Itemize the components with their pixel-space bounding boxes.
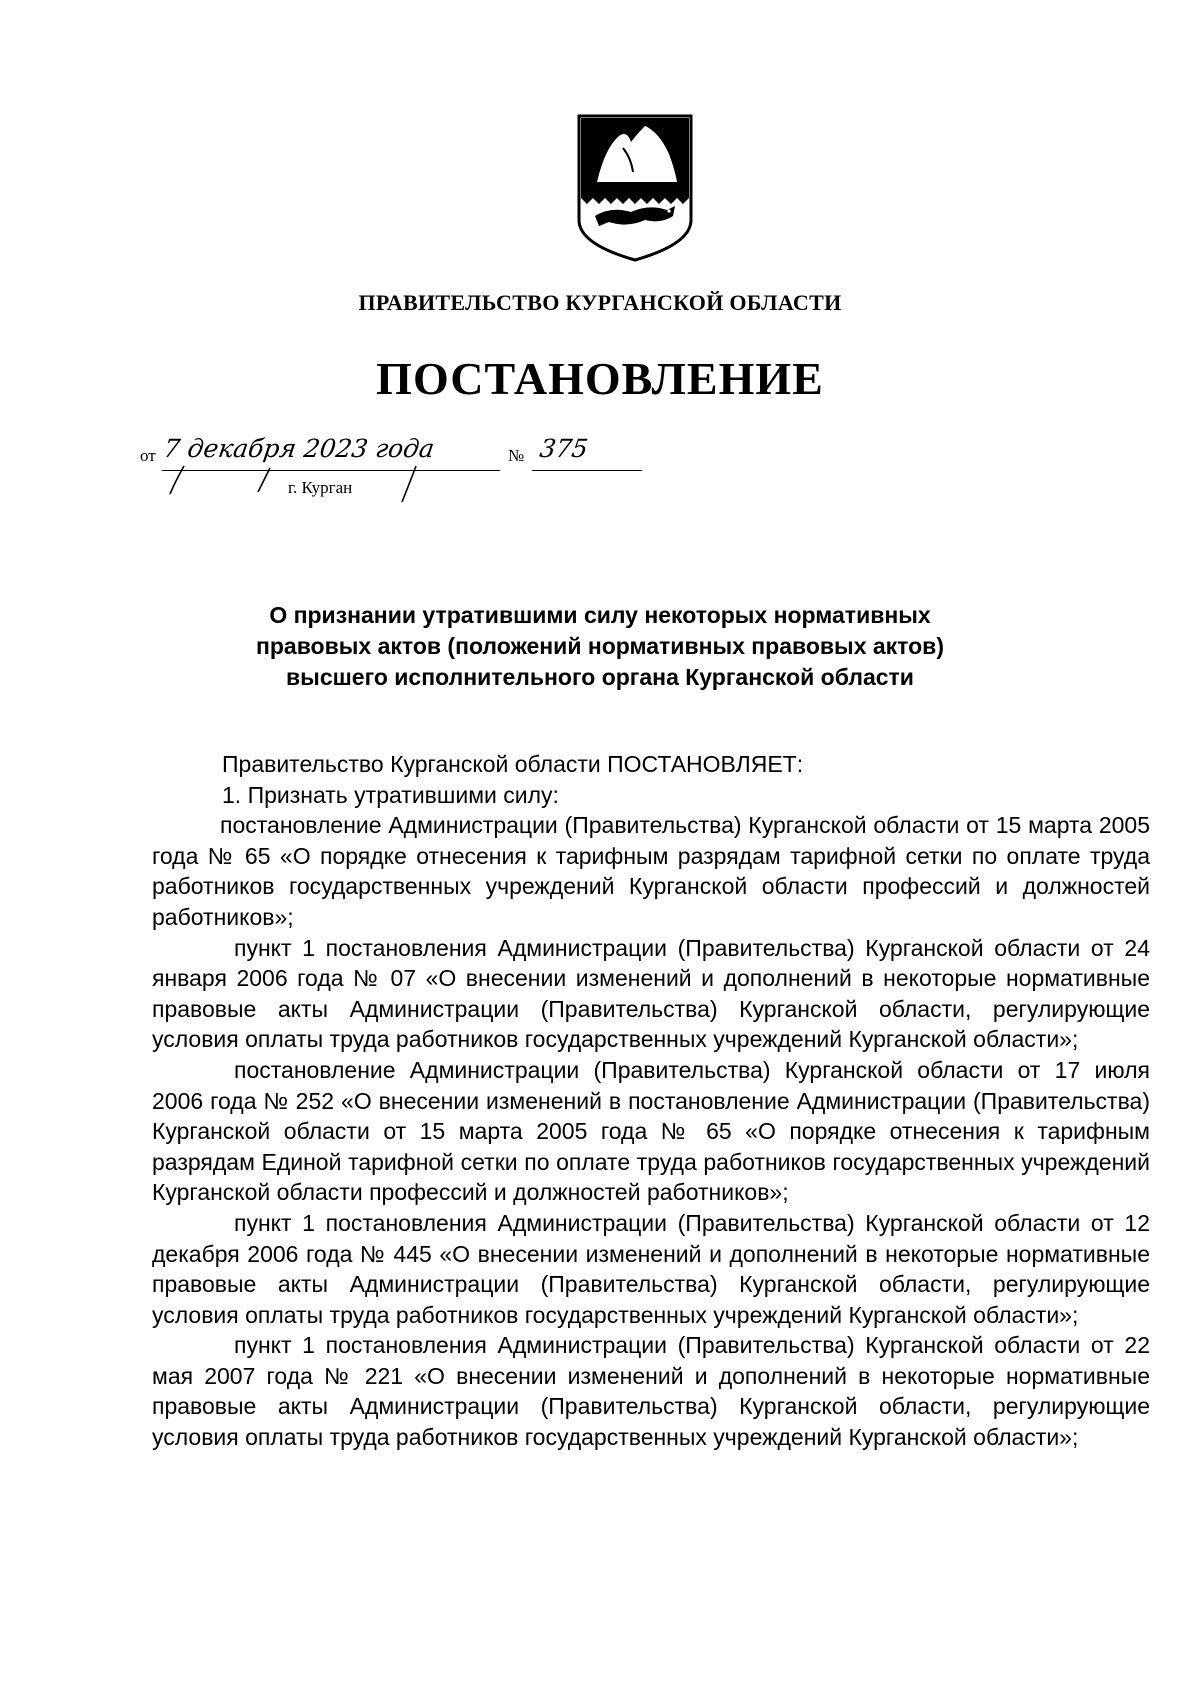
body-paragraph: постановление Администрации (Правительства) Курганской области от 17 июля 2006 года № 252 «О внесении изменений в постановление Администрации (Правительства) Курганской области от 15 марта 2005 года № 65 «О порядке отнесения к тарифным разрядам Единой тарифной сетки по оплате труда работников государственных учреждений Курганской области профессий и должностей работников»; [152,1056,1150,1206]
body-paragraph: пункт 1 постановления Администрации (Правительства) Курганской области от 22 мая 2007 года № 221 «О внесении изменений и дополнений в некоторые нормативные правовые акты Администрации (Правительства) Курганской области, регулирующие условия оплаты труда работников государственных учреждений Курганской области»; [152,1332,1150,1451]
date-number-line [140,434,660,520]
handwritten-date: 7 декабря 2023 года [161,434,437,463]
from-label: от [140,446,156,465]
handwritten-number: 375 [537,434,590,463]
item-1: 1. Признать утратившими силу: [222,781,559,808]
body-paragraph: пункт 1 постановления Администрации (Правительства) Курганской области от 24 января 2006 года № 07 «О внесении изменений и дополнений в некоторые нормативные правовые акты Администрации (Правительства) Курганской области, регулирующие условия оплаты труда работников государственных учреждений Курганской области»; [152,934,1150,1053]
subject-line: правовых актов (положений нормативных правовых актов) [255,633,944,659]
document-type-title: ПОСТАНОВЛЕНИЕ [376,353,824,404]
subject-line: высшего исполнительного органа Курганской области [286,664,914,690]
subject-line: О признании утратившими силу некоторых нормативных [269,602,931,628]
body-paragraph: пункт 1 постановления Администрации (Правительства) Курганской области от 12 декабря 2006 года № 445 «О внесении изменений и дополнений в некоторые нормативные правовые акты Администрации (Правительства) Курганской области, регулирующие условия оплаты труда работников государственных учреждений Курганской области»; [152,1209,1150,1328]
city-label: г. Курган [288,478,353,497]
coat-of-arms-icon [575,112,695,262]
body-paragraph: постановление Администрации (Правительства) Курганской области от 15 марта 2005 года № 65 «О порядке отнесения к тарифным разрядам тарифной сетки по оплате труда работников государственных учреждений Курганской области профессий и должностей работников»; [152,812,1150,930]
number-label: № [508,446,525,465]
preamble: Правительство Курганской области ПОСТАНОВЛЯЕТ: [222,751,804,777]
document-body [152,749,1150,1453]
government-name: ПРАВИТЕЛЬСТВО КУРГАНСКОЙ ОБЛАСТИ [358,290,842,315]
document-subject [0,600,1200,693]
handwriting-strokes [140,440,660,520]
